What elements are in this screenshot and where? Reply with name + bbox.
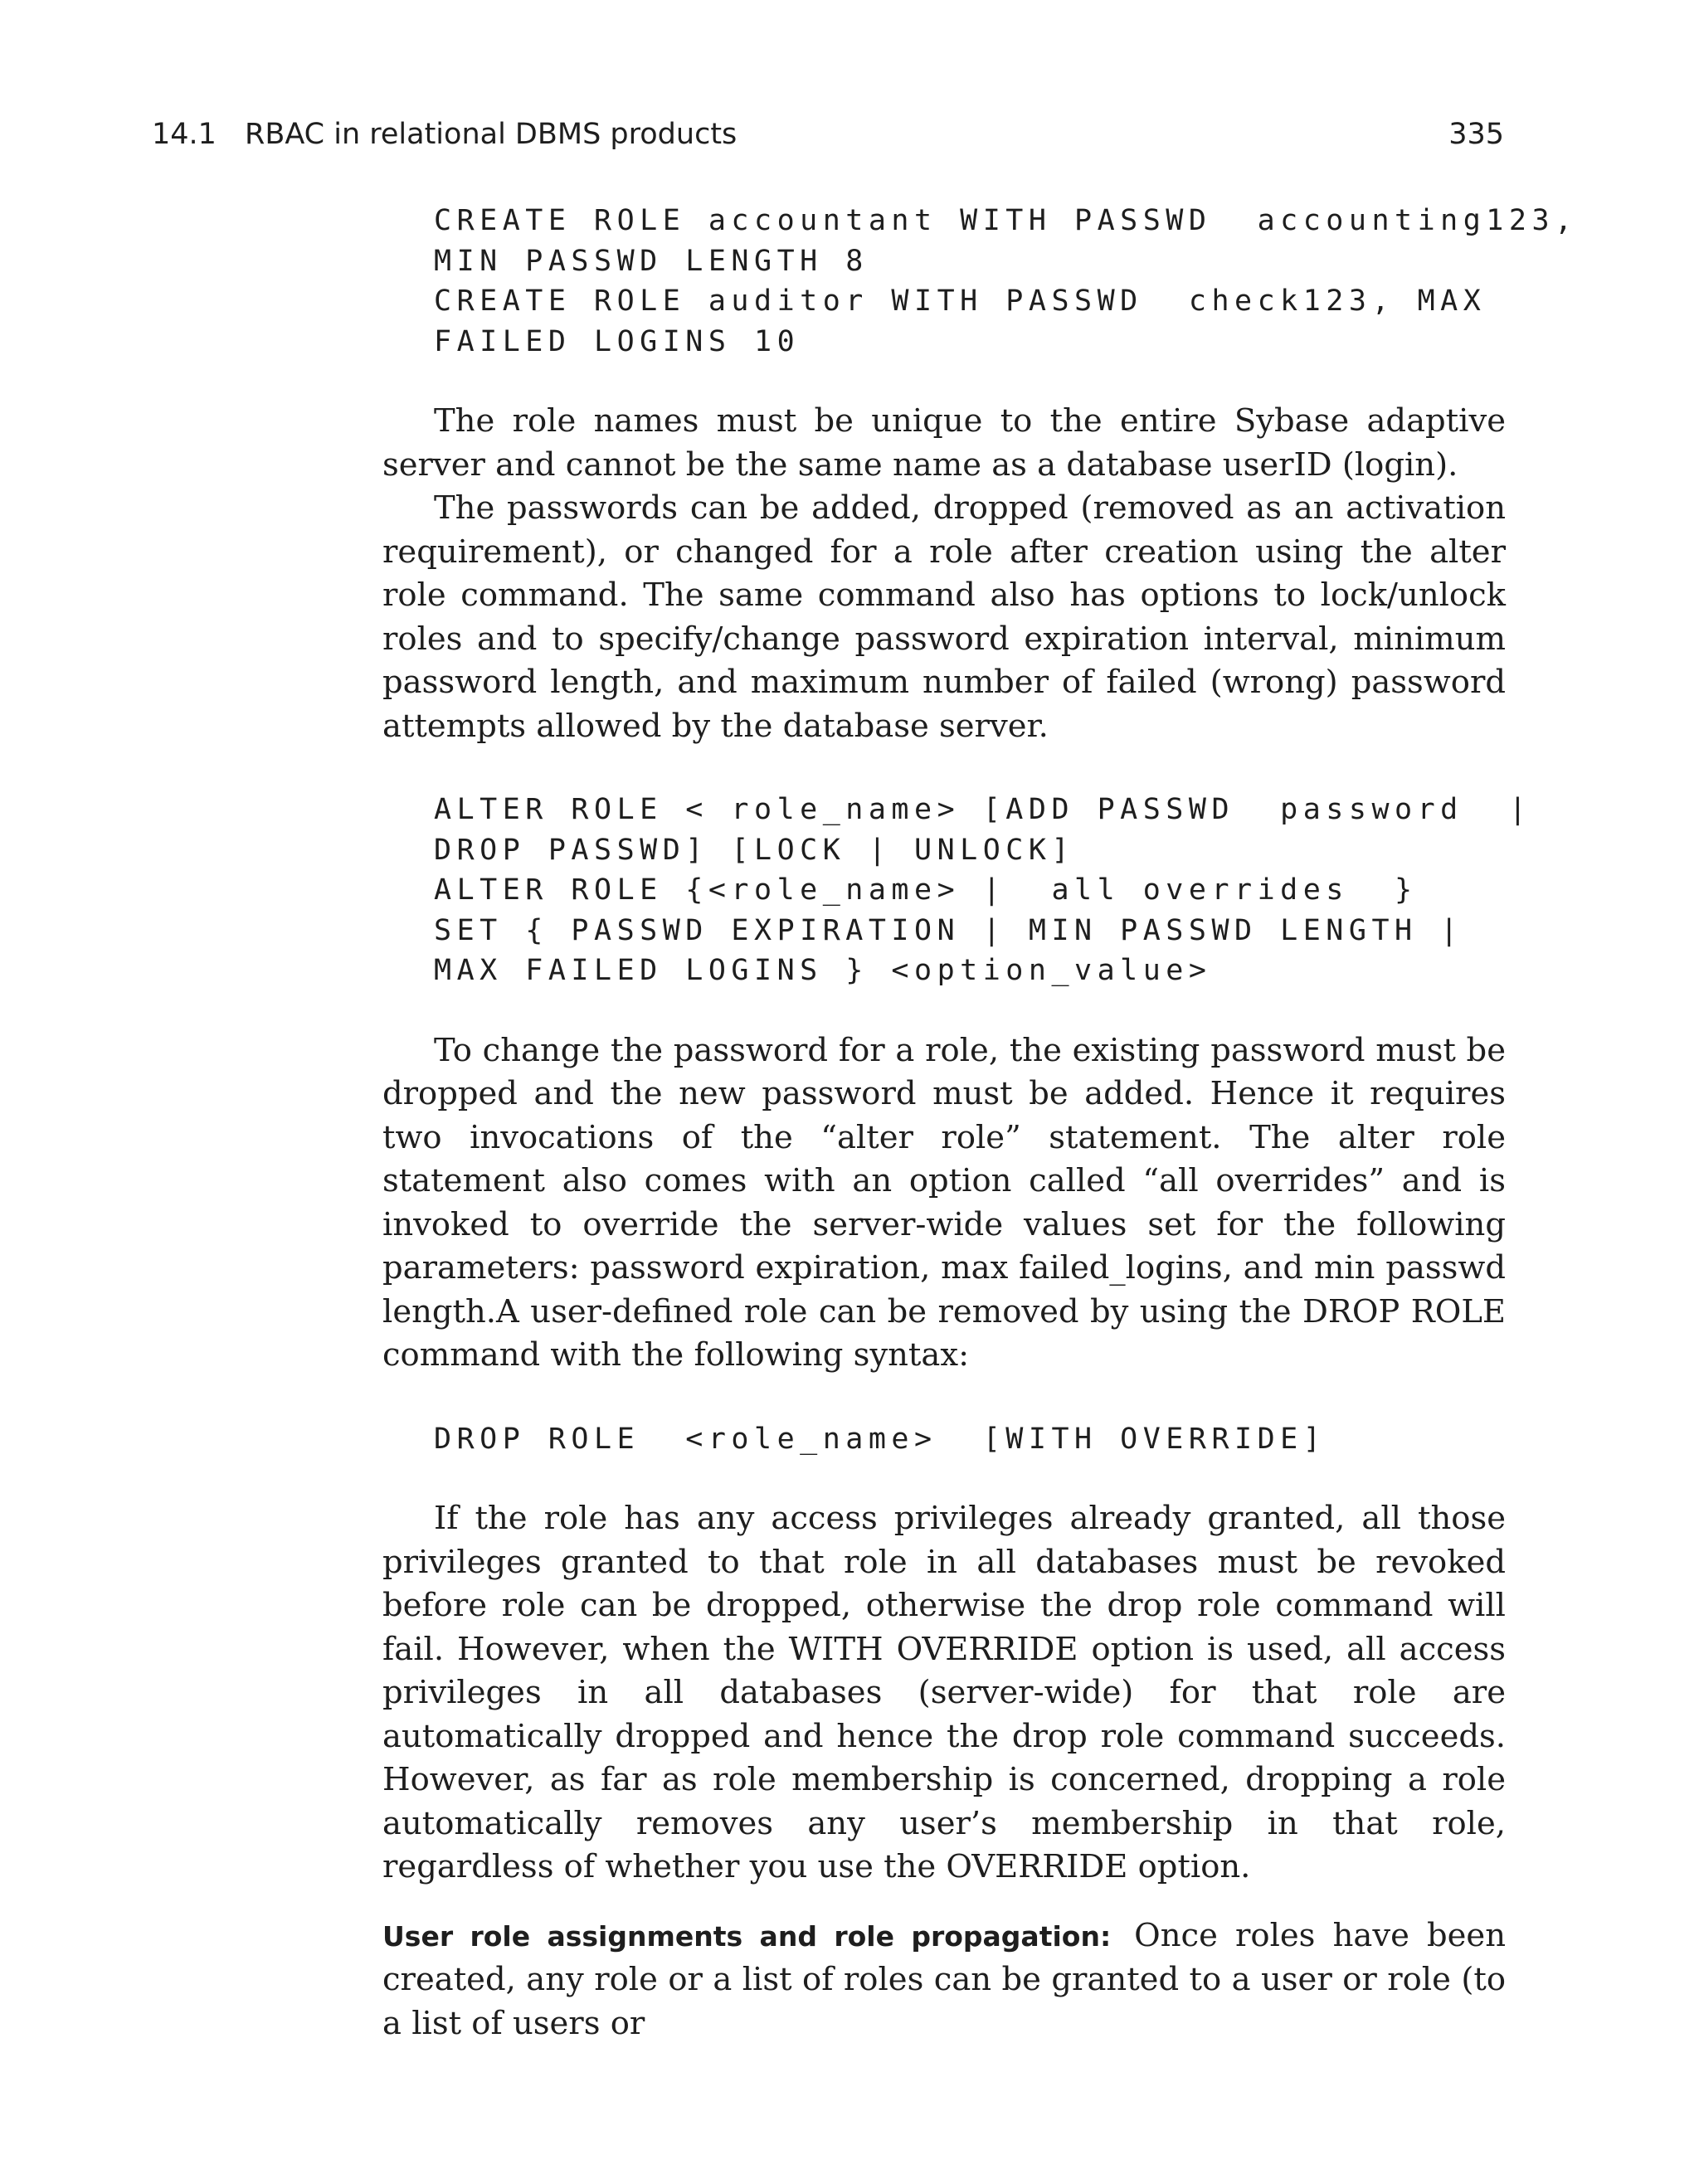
paragraph-text: To change the password for a role, the existing password must be dropped and the new password must be added. Hence it requires two invocations of the “alter role” statement. The alter role statement also comes with an option called “all overrides” and is invoked to override the server-wide values set for the following parameters: password expiration, max failed_logins, and min passwd length.A user-defined role can be removed by using the DROP ROLE command with the following syntax: bbox=[382, 1031, 1506, 1374]
paragraph-text: The passwords can be added, dropped (removed as an activation requirement), or changed for a role after creation using the alter role command. The same command also has options to lock/unlock roles and to specify/change password expiration interval, minimum password length, and maximum number of failed (wrong) password attempts allowed by the database server. bbox=[382, 489, 1506, 745]
page-number: 335 bbox=[1448, 118, 1504, 151]
paragraph-passwords bbox=[382, 487, 1506, 748]
section-number: 14.1 bbox=[152, 118, 217, 151]
running-head bbox=[152, 116, 1504, 153]
page-body bbox=[382, 201, 1578, 2045]
code-block-alter-role: ALTER ROLE < role_name> [ADD PASSWD password | DROP PASSWD] [LOCK | UNLOCK] ALTER ROLE {<role_name> | all overrides } SET { PASSWD EXPIRATION | MIN PASSWD LENGTH | MAX FAILED LOGINS } <option_value> bbox=[434, 793, 1532, 987]
paragraph-text: The role names must be unique to the entire Sybase adaptive server and cannot be the same name as a database userID (login). bbox=[382, 402, 1506, 484]
paragraph-text: Once roles have been created, any role or a list of roles can be granted to a user or role (to a list of users or bbox=[382, 1916, 1507, 2042]
paragraph-role-names bbox=[382, 400, 1506, 487]
section-title: RBAC in relational DBMS products bbox=[245, 118, 738, 151]
code-block-create-role: CREATE ROLE accountant WITH PASSWD accounting123, MIN PASSWD LENGTH 8 CREATE ROLE auditor WITH PASSWD check123, MAX FAILED LOGINS 10 bbox=[434, 204, 1578, 358]
paragraph-change-password bbox=[382, 1029, 1506, 1378]
paragraph-user-role-assignments bbox=[382, 1914, 1506, 2046]
paragraph-text: If the role has any access privileges already granted, all those privileges granted to that role in all databases must be revoked before role can be dropped, otherwise the drop role command will fail. However, when the WITH OVERRIDE option is used, all access privileges in all databases (server-wide) for that role are automatically dropped and hence the drop role command succeeds. However, as far as role membership is concerned, dropping a role automatically removes any user’s membership in that role, regardless of whether you use the OVERRIDE option. bbox=[382, 1500, 1506, 1885]
paragraph-access-privileges bbox=[382, 1497, 1506, 1890]
run-in-heading: User role assignments and role propagation: bbox=[382, 1919, 1112, 1953]
code-block-drop-role: DROP ROLE <role_name> [WITH OVERRIDE] bbox=[434, 1422, 1327, 1456]
